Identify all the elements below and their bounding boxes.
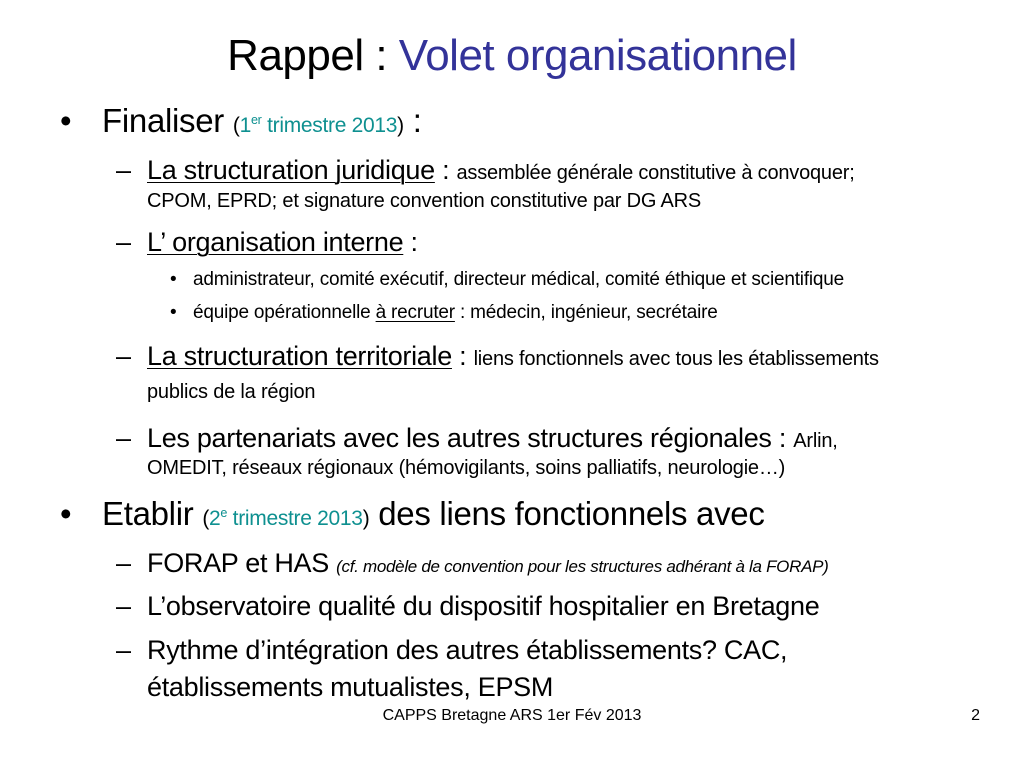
item-text: FORAP et HAS: [147, 548, 337, 578]
period-1-text: trimestre 2013: [261, 114, 398, 137]
subitem-pre: équipe opérationnelle: [193, 302, 376, 323]
subitem-post: : médecin, ingénieur, secrétaire: [454, 302, 718, 323]
item-label: La structuration juridique: [147, 155, 435, 185]
item-text: Les partenariats avec les autres structures régionales :: [147, 423, 794, 453]
dash-marker: –: [116, 155, 131, 185]
period-1-num: 1: [239, 114, 251, 137]
period-2-num: 2: [209, 507, 221, 530]
finaliser-colon: :: [403, 102, 422, 139]
subbullet-marker: •: [170, 269, 177, 290]
item-organisation-interne: [147, 226, 418, 258]
item-rythme-continued: établissements mutualistes, EPSM: [147, 672, 554, 702]
dash-marker: –: [116, 635, 131, 665]
dash-marker: –: [116, 548, 131, 578]
dash-marker: –: [116, 423, 131, 453]
subitem-roles: administrateur, comité exécutif, directeur médical, comité éthique et scientifique: [193, 269, 845, 290]
item-sep: :: [451, 341, 474, 371]
footer-text: CAPPS Bretagne ARS 1er Fév 2013: [382, 707, 642, 724]
item-sep: :: [434, 155, 457, 185]
item-detail-continued: OMEDIT, réseaux régionaux (hémovigilants, soins palliatifs, neurologie…): [147, 457, 786, 479]
item-observatoire: L’observatoire qualité du dispositif hospitalier en Bretagne: [147, 591, 820, 621]
item-label: La structuration territoriale: [147, 341, 452, 371]
page-number: 2: [971, 707, 980, 724]
period-2-sup: e: [220, 506, 228, 520]
title-prefix: Rappel :: [227, 31, 399, 80]
item-partenariats: [147, 422, 838, 457]
paren-close: ): [362, 507, 370, 530]
item-structuration-territoriale: [147, 340, 879, 375]
bullet-marker: •: [60, 495, 72, 532]
period-1: [240, 114, 398, 137]
item-structuration-juridique: [147, 154, 855, 189]
finaliser-text: Finaliser: [102, 102, 233, 139]
period-1-sup: er: [250, 113, 262, 127]
paren-close: ): [397, 114, 404, 137]
item-detail: liens fonctionnels avec tous les établissements: [473, 348, 879, 370]
item-rythme: Rythme d’intégration des autres établissements? CAC,: [147, 635, 788, 665]
dash-marker: –: [116, 591, 131, 621]
item-detail-continued: CPOM, EPRD; et signature convention constitutive par DG ARS: [147, 190, 702, 212]
item-italic-note: (cf. modèle de convention pour les structures adhérant à la FORAP): [336, 557, 829, 576]
bullet-etablir: [102, 494, 765, 539]
item-sep: :: [403, 227, 418, 257]
etablir-rest: des liens fonctionnels avec: [369, 495, 765, 532]
item-detail: assemblée générale constitutive à convoquer;: [456, 162, 855, 184]
dash-marker: –: [116, 227, 131, 257]
paren-open: (: [232, 114, 240, 137]
item-detail-continued: publics de la région: [147, 381, 316, 403]
bullet-marker: •: [60, 102, 72, 139]
dash-marker: –: [116, 341, 131, 371]
period-2-text: trimestre 2013: [227, 507, 363, 530]
subitem-equipe: [193, 301, 718, 325]
item-forap-has: [147, 547, 829, 583]
period-2: [209, 507, 363, 530]
title-accent: Volet organisationnel: [398, 31, 797, 80]
slide-title: [0, 28, 1024, 84]
subitem-underlined: à recruter: [375, 302, 455, 323]
etablir-text: Etablir: [102, 495, 203, 532]
item-detail: Arlin,: [793, 430, 838, 452]
paren-open: (: [202, 507, 210, 530]
item-label: L’ organisation interne: [147, 227, 404, 257]
bullet-finaliser: [102, 101, 422, 146]
subbullet-marker: •: [170, 302, 177, 323]
